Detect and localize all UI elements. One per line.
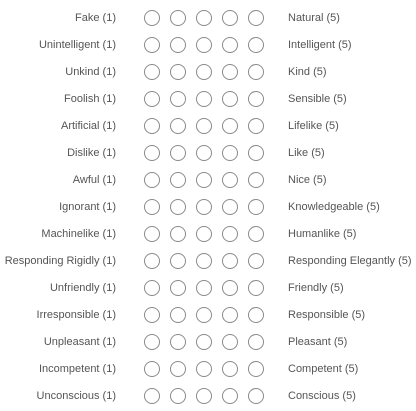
radio-option-5[interactable] <box>248 64 264 80</box>
scale-row-ignorant-knowledgeable <box>0 197 416 217</box>
left-anchor-label: Artificial (1) <box>60 120 116 132</box>
scale-row-unfriendly-friendly <box>0 278 416 298</box>
radio-option-2[interactable] <box>170 91 186 107</box>
radio-option-1[interactable] <box>144 253 160 269</box>
radio-option-5[interactable] <box>248 280 264 296</box>
radio-option-4[interactable] <box>222 280 238 296</box>
radio-option-1[interactable] <box>144 91 160 107</box>
right-anchor-label: Natural (5) <box>288 12 340 24</box>
radio-option-2[interactable] <box>170 64 186 80</box>
radio-option-4[interactable] <box>222 91 238 107</box>
right-anchor-label: Responsible (5) <box>288 309 366 321</box>
radio-option-5[interactable] <box>248 334 264 350</box>
radio-option-2[interactable] <box>170 10 186 26</box>
radio-option-1[interactable] <box>144 64 160 80</box>
scale-row-awful-nice <box>0 170 416 190</box>
scale-row-unkind-kind <box>0 62 416 82</box>
radio-option-3[interactable] <box>196 91 212 107</box>
radio-option-5[interactable] <box>248 37 264 53</box>
radio-option-5[interactable] <box>248 145 264 161</box>
scale-row-rigid-elegant <box>0 251 416 271</box>
radio-option-4[interactable] <box>222 361 238 377</box>
radio-option-2[interactable] <box>170 172 186 188</box>
right-anchor-label: Like (5) <box>288 147 325 159</box>
left-anchor-label: Foolish (1) <box>64 93 116 105</box>
left-anchor-label: Responding Rigidly (1) <box>4 255 116 267</box>
radio-option-5[interactable] <box>248 172 264 188</box>
radio-option-3[interactable] <box>196 253 212 269</box>
radio-option-2[interactable] <box>170 388 186 404</box>
radio-option-3[interactable] <box>196 307 212 323</box>
left-anchor-label: Fake (1) <box>75 12 116 24</box>
left-anchor-label: Unconscious (1) <box>36 390 116 402</box>
radio-option-3[interactable] <box>196 118 212 134</box>
radio-option-1[interactable] <box>144 334 160 350</box>
radio-option-3[interactable] <box>196 388 212 404</box>
radio-option-5[interactable] <box>248 253 264 269</box>
scale-row-artificial-lifelike <box>0 116 416 136</box>
radio-option-1[interactable] <box>144 307 160 323</box>
radio-option-2[interactable] <box>170 334 186 350</box>
radio-option-3[interactable] <box>196 334 212 350</box>
right-anchor-label: Kind (5) <box>288 66 327 78</box>
right-anchor-label: Sensible (5) <box>288 93 347 105</box>
radio-option-5[interactable] <box>248 361 264 377</box>
radio-option-2[interactable] <box>170 280 186 296</box>
right-anchor-label: Humanlike (5) <box>288 228 357 240</box>
radio-option-1[interactable] <box>144 280 160 296</box>
radio-option-4[interactable] <box>222 307 238 323</box>
right-anchor-label: Nice (5) <box>288 174 327 186</box>
radio-option-2[interactable] <box>170 37 186 53</box>
radio-option-5[interactable] <box>248 199 264 215</box>
radio-option-4[interactable] <box>222 199 238 215</box>
radio-option-4[interactable] <box>222 145 238 161</box>
left-anchor-label: Awful (1) <box>72 174 116 186</box>
left-anchor-label: Unkind (1) <box>65 66 116 78</box>
radio-option-2[interactable] <box>170 307 186 323</box>
radio-option-4[interactable] <box>222 37 238 53</box>
radio-option-4[interactable] <box>222 334 238 350</box>
radio-option-3[interactable] <box>196 64 212 80</box>
left-anchor-label: Unfriendly (1) <box>49 282 116 294</box>
radio-option-4[interactable] <box>222 388 238 404</box>
radio-option-4[interactable] <box>222 253 238 269</box>
radio-option-4[interactable] <box>222 226 238 242</box>
radio-option-5[interactable] <box>248 226 264 242</box>
radio-option-1[interactable] <box>144 37 160 53</box>
radio-option-3[interactable] <box>196 10 212 26</box>
scale-row-fake-natural <box>0 8 416 28</box>
radio-option-3[interactable] <box>196 145 212 161</box>
right-anchor-label: Intelligent (5) <box>288 39 352 51</box>
left-anchor-label: Incompetent (1) <box>38 363 116 375</box>
left-anchor-label: Unpleasant (1) <box>43 336 116 348</box>
radio-option-2[interactable] <box>170 118 186 134</box>
radio-option-5[interactable] <box>248 118 264 134</box>
radio-option-3[interactable] <box>196 199 212 215</box>
radio-option-1[interactable] <box>144 361 160 377</box>
radio-option-5[interactable] <box>248 307 264 323</box>
radio-option-1[interactable] <box>144 388 160 404</box>
radio-option-1[interactable] <box>144 226 160 242</box>
radio-option-2[interactable] <box>170 199 186 215</box>
scale-row-unintelligent-intelligent <box>0 35 416 55</box>
radio-option-2[interactable] <box>170 226 186 242</box>
scale-row-unconscious-conscious <box>0 386 416 406</box>
left-anchor-label: Ignorant (1) <box>59 201 116 213</box>
right-anchor-label: Lifelike (5) <box>288 120 339 132</box>
right-anchor-label: Friendly (5) <box>288 282 344 294</box>
radio-option-3[interactable] <box>196 226 212 242</box>
radio-option-3[interactable] <box>196 37 212 53</box>
right-anchor-label: Competent (5) <box>288 363 359 375</box>
radio-option-4[interactable] <box>222 10 238 26</box>
scale-row-unpleasant-pleasant <box>0 332 416 352</box>
radio-option-5[interactable] <box>248 91 264 107</box>
left-anchor-label: Machinelike (1) <box>41 228 116 240</box>
radio-option-4[interactable] <box>222 118 238 134</box>
right-anchor-label: Pleasant (5) <box>288 336 348 348</box>
radio-option-2[interactable] <box>170 361 186 377</box>
radio-option-5[interactable] <box>248 388 264 404</box>
radio-option-4[interactable] <box>222 64 238 80</box>
radio-option-2[interactable] <box>170 253 186 269</box>
radio-option-1[interactable] <box>144 10 160 26</box>
right-anchor-label: Conscious (5) <box>288 390 356 402</box>
radio-option-3[interactable] <box>196 361 212 377</box>
radio-option-1[interactable] <box>144 118 160 134</box>
left-anchor-label: Dislike (1) <box>67 147 116 159</box>
left-anchor-label: Irresponsible (1) <box>36 309 116 321</box>
scale-row-incompetent-competent <box>0 359 416 379</box>
scale-row-machinelike-humanlike <box>0 224 416 244</box>
radio-option-1[interactable] <box>144 199 160 215</box>
right-anchor-label: Responding Elegantly (5) <box>288 255 412 267</box>
radio-option-3[interactable] <box>196 172 212 188</box>
scale-row-dislike-like <box>0 143 416 163</box>
scale-row-irresponsible-responsible <box>0 305 416 325</box>
radio-option-2[interactable] <box>170 145 186 161</box>
radio-option-3[interactable] <box>196 280 212 296</box>
right-anchor-label: Knowledgeable (5) <box>288 201 380 213</box>
scale-row-foolish-sensible <box>0 89 416 109</box>
radio-option-5[interactable] <box>248 10 264 26</box>
radio-option-4[interactable] <box>222 172 238 188</box>
radio-option-1[interactable] <box>144 172 160 188</box>
radio-option-1[interactable] <box>144 145 160 161</box>
left-anchor-label: Unintelligent (1) <box>38 39 116 51</box>
